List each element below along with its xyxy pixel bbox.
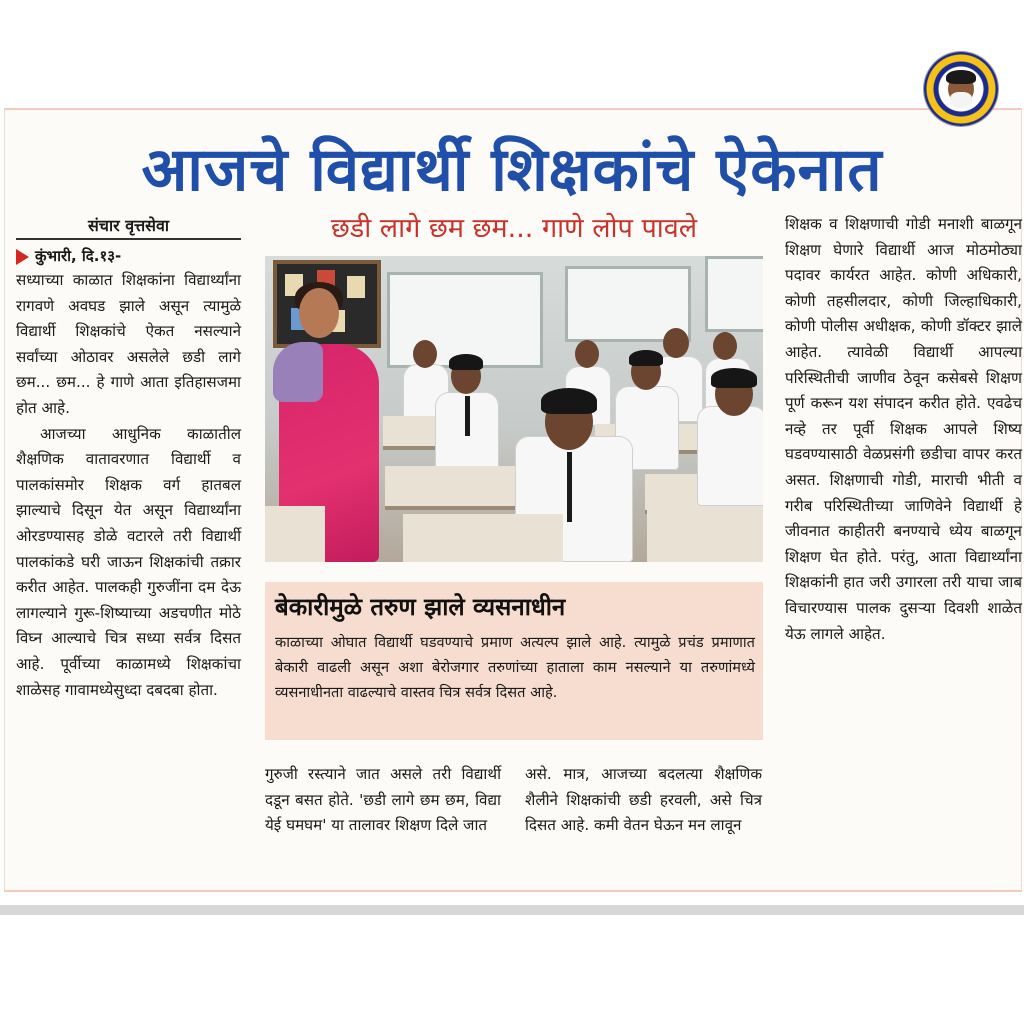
desk bbox=[403, 514, 563, 562]
boxout-body: काळाच्या ओघात विद्यार्थी घडवण्याचे प्रमाण अत्यल्प झाले आहे. त्यामुळे प्रचंड प्रमाणात बेकारी वाढली असून अशा बेरोजगार तरुणांच्या हाताला काम नसल्याने या तरुणांमध्ये व्यसनाधीनता वाढल्याचे वास्तव चित्र सर्वत्र दिसत आहे. bbox=[275, 634, 755, 701]
boxout-panel bbox=[265, 582, 763, 740]
headline: आजचे विद्यार्थी शिक्षकांचे ऐकेनात bbox=[141, 135, 883, 205]
article-column-4 bbox=[785, 212, 1022, 647]
byline: संचार वृत्तसेवा bbox=[16, 214, 241, 240]
paragraph: आजच्या आधुनिक काळातील शैक्षणिक वातावरणात विद्यार्थी व पालकांसमोर शिक्षक वर्ग हातबल झाल्याचे दिसून येत असून विद्यार्थ्यांना ओरडण्यासह डोळे वटारले तरी विद्यार्थी पालकांकडे घरी जाऊन शिक्षकांची तक्रार करीत आहेत. पालकही गुरुजींना दम देऊ लागल्याने गुरू-शिष्याच्या अडचणीत मोठे विघ्न आल्याचे चित्र सध्या सर्वत्र दिसत आहे. पूर्वीच्या काळामध्ये शिक्षकांचा शाळेसह गावामध्येसुध्दा दबदबा होता. bbox=[16, 424, 241, 699]
student-head bbox=[713, 332, 737, 360]
page-divider bbox=[0, 905, 1024, 915]
subheadline: छडी लागे छम छम... गाणे लोप पावले bbox=[330, 213, 698, 244]
paragraph: सध्याच्या काळात शिक्षकांना विद्यार्थ्यांना रागवणे अवघड झाले असून त्यामुळे विद्यार्थी शिक्षकांचे ऐकत नसल्याने सर्वांच्या ओठावर असलेले छडी लागे छम... छम... हे गाणे आता इतिहासजमा होत आहे. bbox=[16, 271, 241, 417]
dateline bbox=[16, 245, 241, 267]
student bbox=[697, 406, 763, 506]
student-hair bbox=[449, 354, 483, 370]
boxout-title: बेकारीमुळे तरुण झाले व्यसनाधीन bbox=[275, 593, 566, 621]
desk bbox=[647, 508, 763, 562]
student-hair bbox=[629, 350, 663, 366]
window bbox=[705, 256, 763, 332]
desk bbox=[265, 506, 325, 562]
arrow-marker-icon bbox=[16, 249, 29, 265]
teacher-pallu bbox=[273, 342, 323, 402]
school-logo bbox=[924, 52, 998, 126]
student-hair bbox=[541, 388, 597, 414]
classroom-photo bbox=[265, 256, 763, 562]
paragraph: शिक्षक व शिक्षणाची गोडी मनाशी बाळगून शिक्षण घेणारे विद्यार्थी आज मोठमोठ्या पदावर कार्यरत आहेत. कोणी अधिकारी, कोणी तहसीलदार, कोणी जिल्हाधिकारी, कोणी पोलीस अधीक्षक, कोणी डॉक्टर झाले आहेत. त्यावेळी विद्यार्थी आपल्या परिस्थितीची जाणीव ठेवून कसेबसे शिक्षण पूर्ण करून यश संपादन करीत होते. एवढेच नव्हे तर पूर्वी शिक्षक आपले शिष्य घडवण्यासाठी वेळप्रसंगी छडीचा वापर करत असत. शिक्षणाची गोडी, माराची भीती व गरीब परिस्थितीच्या जाणिवेने विद्यार्थी हे जीवनात काहीतरी बनण्याचे ध्येय बाळगून शिक्षण घेत होते. परंतु, आता विद्यार्थ्यांना शिक्षकांनी हात जरी उगारला तरी याचा जाब विचारण्यास पालक दुसऱ्या दिवशी शाळेत येऊ लागले आहेत. bbox=[785, 215, 1022, 643]
teacher-face bbox=[299, 288, 339, 338]
student-head bbox=[575, 340, 599, 368]
article-column-3 bbox=[525, 762, 762, 839]
paragraph: असे. मात्र, आजच्या बदलत्या शैक्षणिक शैलीने शिक्षकांची छडी हरवली, असे चित्र दिसत आहे. कमी वेतन घेऊन मन लावून bbox=[525, 765, 762, 835]
student-hair bbox=[711, 368, 757, 388]
paragraph: गुरुजी रस्त्याने जात असले तरी विद्यार्थी दडून बसत होते. 'छडी लागे छम छम, विद्या येई घमघम' या तालावर शिक्षण दिले जात bbox=[265, 765, 501, 835]
tie bbox=[567, 452, 572, 522]
article-column-2 bbox=[265, 762, 501, 839]
student-head bbox=[413, 340, 437, 368]
desk bbox=[385, 466, 525, 510]
student-head bbox=[663, 328, 689, 358]
article-column-1 bbox=[16, 268, 241, 703]
tie bbox=[465, 396, 470, 436]
logo-portrait bbox=[948, 74, 974, 104]
dateline-text: कुंभारी, दि.१३- bbox=[35, 247, 122, 265]
